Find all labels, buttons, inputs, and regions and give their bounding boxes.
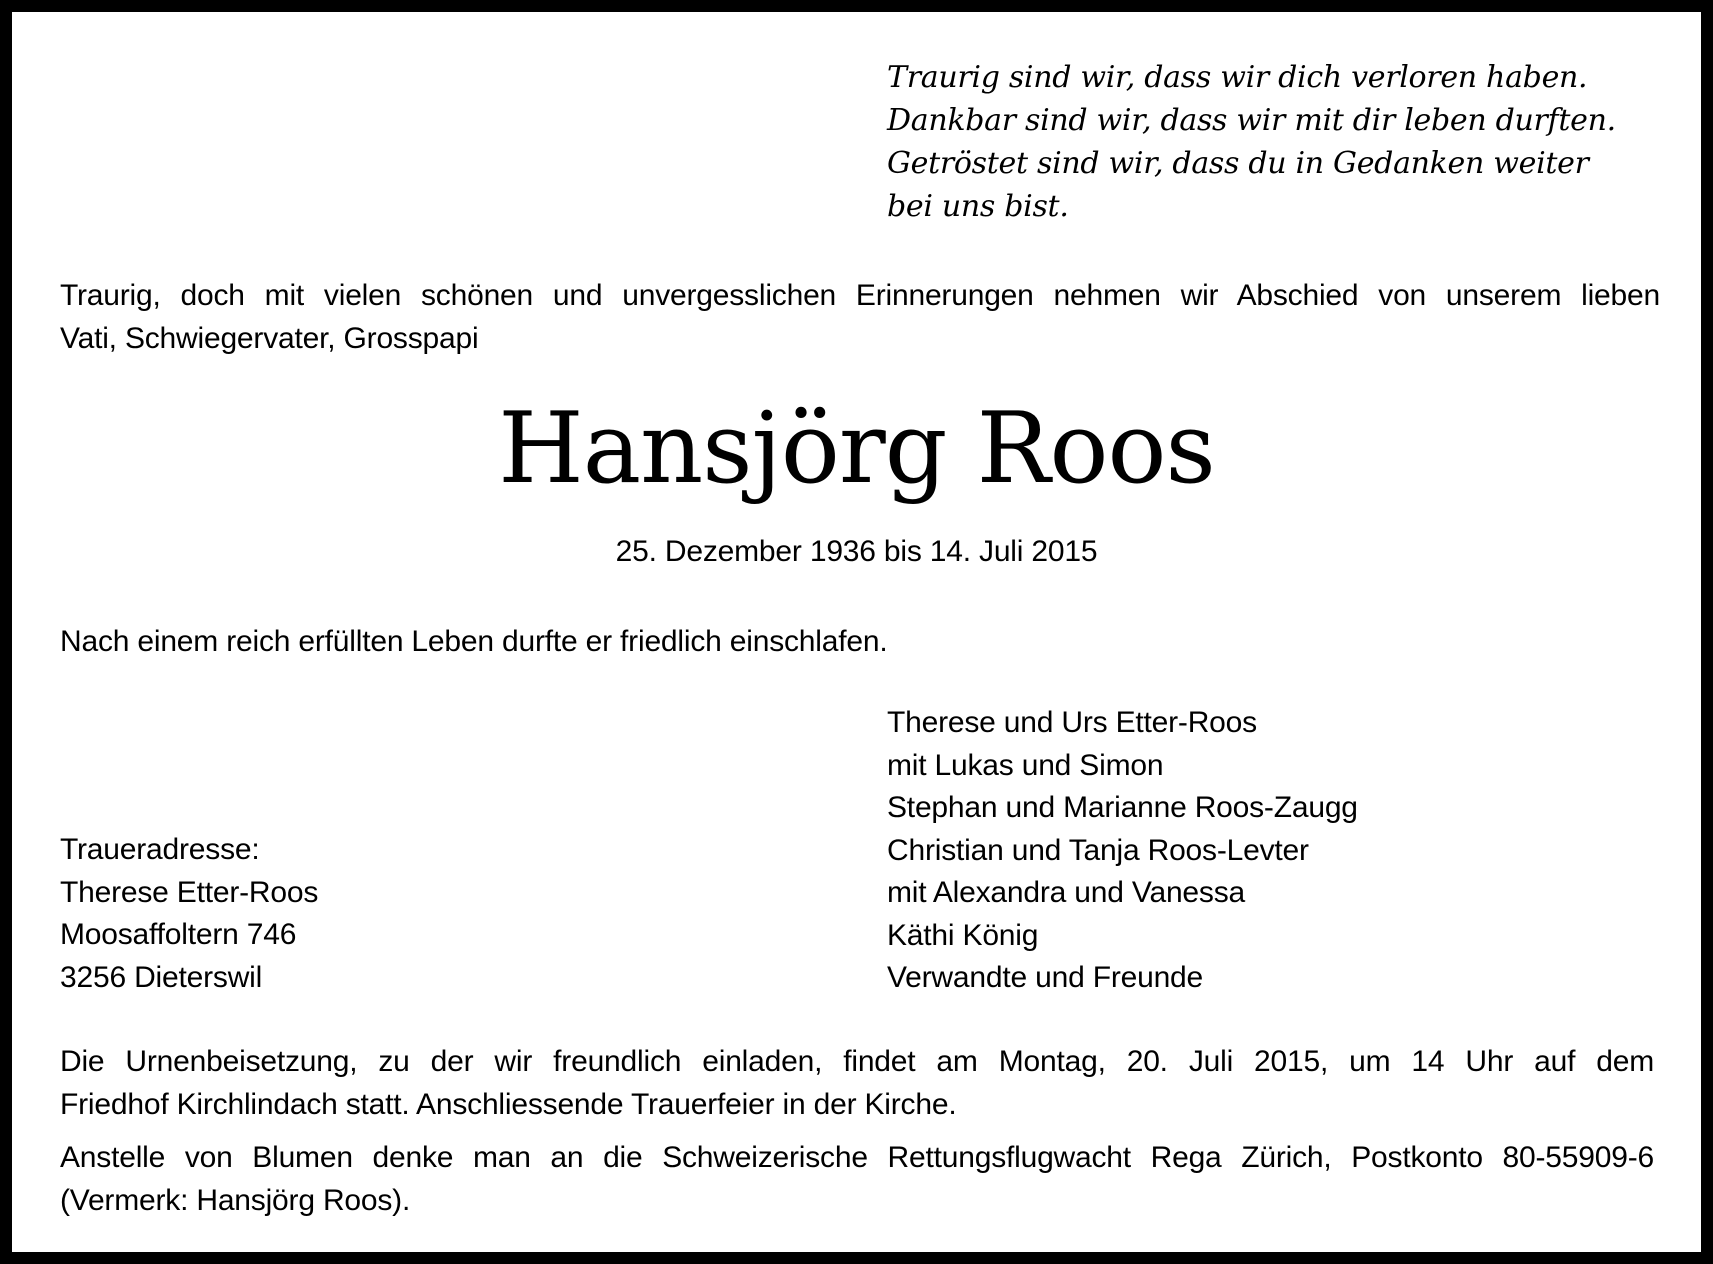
intro-paragraph — [60, 274, 1660, 360]
mourner-entry: mit Alexandra und Vanessa — [887, 876, 1246, 909]
burial-line: Friedhof Kirchlindach statt. Anschliessende Trauerfeier in der Kirche. — [60, 1088, 957, 1121]
obituary-notice — [12, 12, 1701, 1252]
mourners-list — [887, 702, 1358, 1000]
mourner-entry: Stephan und Marianne Roos-Zaugg — [887, 791, 1358, 824]
mourner-entry: mit Lukas und Simon — [887, 748, 1164, 782]
burial-paragraph — [60, 1040, 1654, 1126]
closing-sentence: Nach einem reich erfüllten Leben durfte er friedlich einschlafen. — [60, 625, 888, 658]
donation-paragraph — [60, 1136, 1654, 1222]
mourner-entry: Therese und Urs Etter-Roos — [887, 706, 1257, 739]
address-name: Therese Etter-Roos — [60, 875, 319, 909]
life-dates: 25. Dezember 1936 bis 14. Juli 2015 — [615, 535, 1098, 568]
address-label: Traueradresse: — [60, 833, 260, 866]
poem-line: Traurig sind wir, dass wir dich verloren haben. — [887, 60, 1588, 95]
poem-line: Dankbar sind wir, dass wir mit dir leben durften. — [887, 103, 1616, 138]
address-city: 3256 Dieterswil — [60, 960, 263, 994]
intro-line: Traurig, doch mit vielen schönen und unvergesslichen Erinnerungen nehmen wir Abschied von unserem lieben — [60, 279, 1660, 312]
mourning-address — [60, 829, 318, 999]
donation-line: Anstelle von Blumen denke man an die Schweizerische Rettungsflugwacht Rega Zürich, Postkonto 80-55909-6 — [60, 1141, 1654, 1174]
address-street: Moosaffoltern 746 — [60, 918, 297, 951]
deceased-name: Hansjörg Roos — [498, 392, 1215, 506]
intro-line: Vati, Schwiegervater, Grosspapi — [60, 322, 479, 355]
burial-line: Die Urnenbeisetzung, zu der wir freundlich einladen, findet am Montag, 20. Juli 2015, um 14 Uhr auf dem — [60, 1045, 1654, 1078]
donation-line: (Vermerk: Hansjörg Roos). — [60, 1184, 411, 1217]
poem-line: Getröstet sind wir, dass du in Gedanken weiter — [887, 146, 1589, 181]
memorial-poem — [887, 56, 1616, 228]
mourner-entry: Christian und Tanja Roos-Levter — [887, 833, 1309, 867]
poem-line: bei uns bist. — [887, 189, 1069, 224]
mourner-entry: Verwandte und Freunde — [887, 961, 1204, 994]
mourner-entry: Käthi König — [887, 918, 1039, 952]
